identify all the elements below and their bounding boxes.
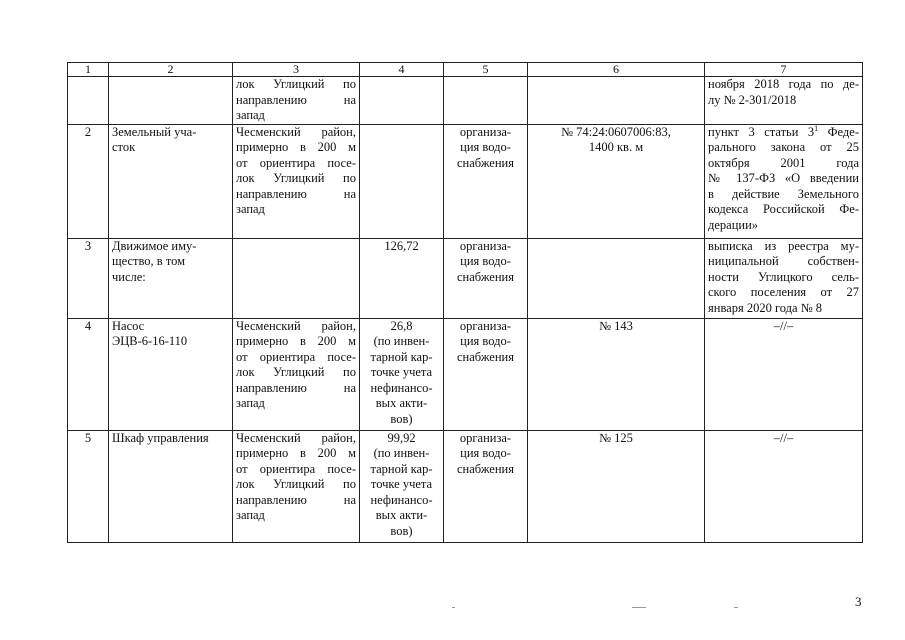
cell-line: организа- <box>459 430 512 445</box>
property-name-cell <box>109 77 233 125</box>
cell-line: щество, в том <box>112 254 186 268</box>
organization-cell <box>444 77 528 125</box>
value-cell <box>360 318 444 430</box>
cell-line: Движимое иму- <box>112 238 197 253</box>
cell-line: направлению на <box>236 492 356 507</box>
organization-cell <box>444 238 528 318</box>
property-name-cell <box>109 124 233 238</box>
basis-cell <box>705 77 863 125</box>
cell-line: тарной кар- <box>370 461 433 476</box>
cell-line: запад <box>236 108 265 122</box>
cell-line <box>708 125 859 141</box>
cell-line: ности Углицкого сель- <box>708 269 859 284</box>
cell-line: –//– <box>773 430 794 445</box>
cell-line: точке учета <box>370 477 433 491</box>
cell-line: запад <box>236 202 265 216</box>
cell-line: лок Углицкий по <box>236 365 356 379</box>
cell-line: октября 2001 года <box>708 155 859 170</box>
row-number-cell <box>68 77 109 125</box>
cell-line: лок Углицкий по <box>236 171 356 185</box>
table-row <box>68 430 863 542</box>
column-number: 3 <box>233 63 360 77</box>
cell-line: снабжения <box>457 155 514 170</box>
cell-line: Земельный уча- <box>112 124 197 139</box>
cell-line: лу № 2-301/2018 <box>708 92 797 107</box>
cell-line: дерации» <box>708 217 759 232</box>
basis-text: пункт 3 статьи 3 <box>708 124 815 139</box>
cell-line: снабжения <box>457 269 514 284</box>
row-number-cell: 3 <box>68 238 109 318</box>
column-number: 1 <box>68 63 109 77</box>
cell-line: № 143 <box>599 318 633 333</box>
row-number-cell: 4 <box>68 318 109 430</box>
cell-line: тарной кар- <box>370 349 433 364</box>
property-name-cell <box>109 430 233 542</box>
cell-line: числе: <box>112 269 146 284</box>
table-row <box>68 77 863 125</box>
row-number-cell: 2 <box>68 124 109 238</box>
cell-line: ция водо- <box>460 446 511 460</box>
row-number-cell: 5 <box>68 430 109 542</box>
cell-line: ноября 2018 года по де- <box>708 77 859 91</box>
column-number: 2 <box>109 63 233 77</box>
scan-artifact <box>632 607 646 608</box>
cell-line: запад <box>236 508 265 522</box>
value-cell <box>360 430 444 542</box>
cadastre-cell <box>528 77 705 125</box>
organization-cell <box>444 430 528 542</box>
table-row <box>68 238 863 318</box>
cell-line: примерно в 200 м <box>236 140 356 154</box>
table-row <box>68 124 863 238</box>
location-cell <box>233 318 360 430</box>
value-cell <box>360 124 444 238</box>
location-cell <box>233 77 360 125</box>
cell-line: –//– <box>773 318 794 333</box>
organization-cell <box>444 124 528 238</box>
location-cell <box>233 238 360 318</box>
cell-line: примерно в 200 м <box>236 334 356 348</box>
cadastre-cell <box>528 318 705 430</box>
column-number: 6 <box>528 63 705 77</box>
cell-line: (по инвен- <box>373 446 430 460</box>
cell-line: ция водо- <box>460 140 511 154</box>
cell-line: Чесменский район, <box>236 124 356 139</box>
scan-artifact <box>452 607 455 608</box>
value-cell <box>360 77 444 125</box>
organization-cell <box>444 318 528 430</box>
location-cell <box>233 124 360 238</box>
basis-cell <box>705 318 863 430</box>
cell-line: рального закона от 25 <box>708 140 859 154</box>
cell-line: 1400 кв. м <box>588 140 644 154</box>
basis-cell <box>705 124 863 238</box>
cell-line: 126,72 <box>384 238 419 253</box>
column-number: 7 <box>705 63 863 77</box>
cell-line: вов) <box>390 411 413 426</box>
cell-line: запад <box>236 396 265 410</box>
cell-line: января 2020 года № 8 <box>708 300 823 315</box>
page-number: 3 <box>855 594 862 609</box>
cell-line: вов) <box>390 523 413 538</box>
cell-line: Шкаф управления <box>112 430 209 445</box>
value-cell <box>360 238 444 318</box>
cadastre-cell <box>528 430 705 542</box>
cell-line: Чесменский район, <box>236 430 356 445</box>
cell-line: нефинансо- <box>370 492 433 507</box>
cell-line: вых акти- <box>375 508 428 522</box>
cell-line: Чесменский район, <box>236 318 356 333</box>
cell-line: в действие Земельного <box>708 186 859 201</box>
table-row <box>68 318 863 430</box>
cell-line: ского поселения от 27 <box>708 285 859 299</box>
cadastre-cell <box>528 238 705 318</box>
column-number: 4 <box>360 63 444 77</box>
cell-line: ЭЦВ-6-16-110 <box>112 334 188 348</box>
cell-line: № 74:24:0607006:83, <box>561 124 671 139</box>
cell-line: организа- <box>459 318 512 333</box>
cell-line: лок Углицкий по <box>236 477 356 491</box>
cell-line: от ориентира посе- <box>236 349 356 364</box>
cell-line: Насос <box>112 318 145 333</box>
cell-line: выписка из реестра му- <box>708 238 859 253</box>
column-number: 5 <box>444 63 528 77</box>
cell-line: примерно в 200 м <box>236 446 356 460</box>
basis-cell <box>705 430 863 542</box>
cell-line: направлению на <box>236 186 356 201</box>
property-name-cell <box>109 318 233 430</box>
cell-line: вых акти- <box>375 396 428 410</box>
cell-line: сток <box>112 140 136 154</box>
cell-line: лок Углицкий по <box>236 77 356 91</box>
cell-line: 99,92 <box>387 430 416 445</box>
property-name-cell <box>109 238 233 318</box>
basis-text: Феде- <box>818 124 859 139</box>
basis-cell <box>705 238 863 318</box>
cell-line: ниципальной собствен- <box>708 254 859 268</box>
cell-line: № 125 <box>599 430 633 445</box>
cell-line: (по инвен- <box>373 334 430 348</box>
cell-line: организа- <box>459 238 512 253</box>
column-numbers-row <box>68 63 863 77</box>
cell-line: нефинансо- <box>370 380 433 395</box>
cell-line: от ориентира посе- <box>236 155 356 170</box>
location-cell <box>233 430 360 542</box>
cadastre-cell <box>528 124 705 238</box>
cell-line: кодекса Российской Фе- <box>708 202 859 216</box>
cell-line: снабжения <box>457 461 514 476</box>
cell-line: ция водо- <box>460 254 511 268</box>
cell-line: организа- <box>459 124 512 139</box>
cell-line: от ориентира посе- <box>236 461 356 476</box>
cell-line: 26,8 <box>390 318 413 333</box>
cell-line: направлению на <box>236 92 356 107</box>
superscript: 1 <box>814 123 819 133</box>
cell-line: ция водо- <box>460 334 511 348</box>
cell-line: снабжения <box>457 349 514 364</box>
cell-line: № 137-ФЗ «О введении <box>708 171 859 185</box>
scan-artifact <box>734 607 738 608</box>
cell-line: точке учета <box>370 365 433 379</box>
property-register-table <box>67 62 863 543</box>
cell-line: направлению на <box>236 380 356 395</box>
